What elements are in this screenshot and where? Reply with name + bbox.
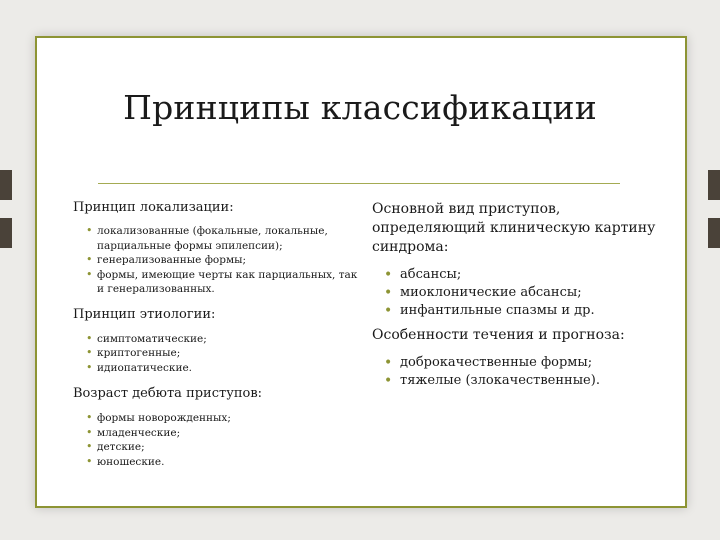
list-item: • формы, имеющие черты как парциальных, так и генерализованных. [86, 267, 358, 295]
section-heading: Основной вид приступов, определяющий клиническую картину синдрома: [372, 201, 656, 255]
bullet-icon: • [384, 373, 393, 389]
section-heading: Возраст дебюта приступов: [73, 386, 263, 401]
title-divider [98, 183, 620, 184]
list-item: • инфантильные спазмы и др. [384, 303, 595, 319]
list-item: • идиопатические. [86, 360, 192, 374]
left-side-tab-top [0, 170, 12, 200]
right-side-tab-bottom [708, 218, 720, 248]
list-item: • генерализованные формы; [86, 253, 247, 266]
list-item: • формы новорожденных; [86, 411, 231, 424]
bullet-icon: • [86, 253, 93, 266]
bullet-icon: • [86, 411, 93, 424]
list-item: • локализованные (фокальные, локальные, парциальные формы эпилепсии); [86, 224, 328, 252]
list-item: • абсансы; [384, 267, 462, 283]
bullet-list [372, 266, 672, 320]
right-column [372, 200, 672, 390]
right-side-tab-top [708, 170, 720, 200]
list-item: • тяжелые (злокачественные). [384, 373, 600, 389]
left-column [73, 200, 363, 469]
bullet-icon: • [384, 267, 393, 283]
section-heading: Особенности течения и прогноза: [372, 327, 625, 343]
section-etiology [73, 307, 363, 376]
bullet-list [73, 224, 363, 297]
bullet-icon: • [86, 267, 93, 281]
section-localization [73, 200, 363, 297]
section-onset-age [73, 386, 363, 469]
bullet-icon: • [86, 346, 93, 359]
bullet-list [73, 411, 363, 469]
list-item: • юношеские. [86, 454, 165, 468]
list-item: • симптоматические; [86, 331, 207, 345]
section-heading: Принцип этиологии: [73, 306, 216, 322]
slide-title: Принципы классификации [123, 88, 597, 127]
bullet-icon: • [86, 425, 93, 439]
list-item: • криптогенные; [86, 346, 181, 359]
bullet-icon: • [86, 331, 93, 345]
bullet-icon: • [86, 440, 93, 453]
list-item: • миоклонические абсансы; [384, 285, 582, 301]
bullet-icon: • [384, 285, 393, 301]
bullet-icon: • [86, 360, 93, 374]
bullet-list [73, 332, 363, 376]
bullet-icon: • [86, 224, 93, 237]
list-item: • детские; [86, 440, 145, 453]
bullet-icon: • [384, 355, 393, 371]
list-item: • доброкачественные формы; [384, 355, 593, 371]
bullet-list [372, 354, 672, 390]
bullet-icon: • [86, 454, 93, 468]
bullet-icon: • [384, 303, 393, 319]
left-side-tab-bottom [0, 218, 12, 248]
list-item: • младенческие; [86, 425, 181, 439]
section-heading: Принцип локализации: [73, 200, 234, 215]
section-seizure-type [372, 200, 672, 320]
section-course-prognosis [372, 326, 672, 390]
